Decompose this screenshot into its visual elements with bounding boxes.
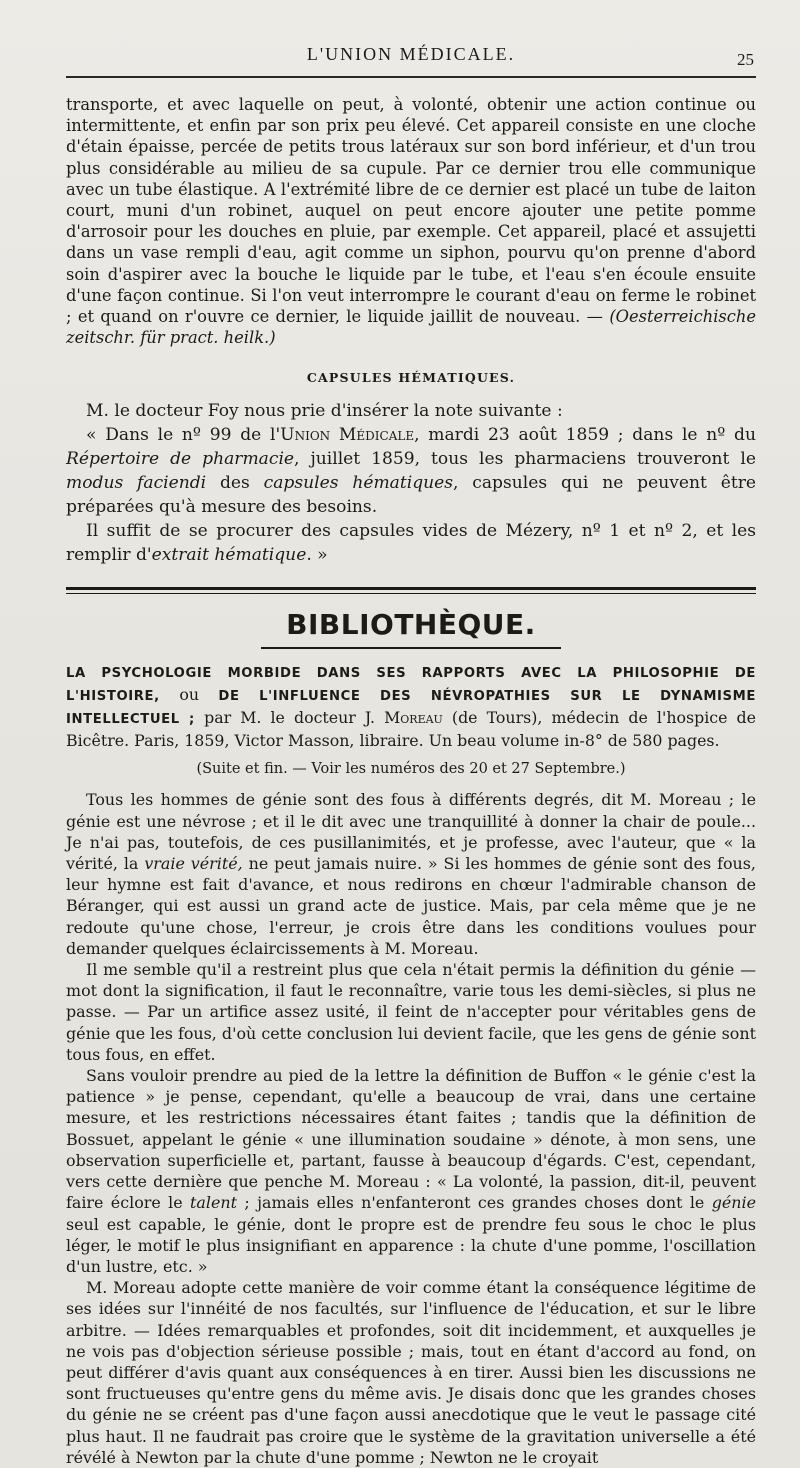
quote-text: . »	[306, 545, 328, 566]
book-author: Moreau	[384, 708, 443, 728]
capsules-hematiques: capsules hématiques	[263, 473, 454, 494]
header-rule	[66, 76, 756, 78]
capsules-quote	[66, 423, 756, 519]
journal-name: Union Médicale	[280, 425, 415, 446]
top-paragraph	[66, 94, 756, 348]
capsules-quote-2	[66, 519, 756, 567]
talent-word: talent	[190, 1193, 237, 1213]
review-text: ne peut jamais nuire. » Si les hommes de génie sont des fous, leur hymne est fait d'avance, et nous redirons en chœur l'admirable chanson de Béranger, qui est aussi un grand acte de justice. Mais, par cela même que je ne redoute qu'une chose, l'erreur, je crois être dans les conditions voulues pour demander quelques éclaircissements à M. Moreau.	[66, 854, 756, 958]
review-paragraph: Il me semble qu'il a restreint plus que cela n'était permis la définition du génie — mot dont la signification, il faut le reconnaître, varie tous les demi-siècles, si plus ne passe. — Par un artifice assez usité, il feint de n'accepter pour véritables gens de génie que les fous, d'où cette conclusion lui devient facile, que les gens de génie sont tous fous, en effet.	[66, 960, 756, 1064]
page-header	[66, 0, 756, 80]
book-subtitle: DE L'INFLUENCE DES NÉVROPATHIES SUR LE DYNAMISME INTELLECTUEL ;	[66, 689, 756, 728]
quote-text: Il suffit de se procurer des capsules vides de Mézery, nº 1 et nº 2, et les remplir d'	[66, 521, 756, 566]
page-number: 25	[737, 50, 754, 69]
capsules-heading: CAPSULES HÉMATIQUES.	[306, 370, 516, 386]
book-reference	[66, 661, 756, 751]
bibliotheque-title: BIBLIOTHÈQUE.	[286, 608, 536, 642]
quote-text: , capsules qui ne peuvent être préparées qu'à mesure des besoins.	[66, 473, 756, 518]
running-head: L'UNION MÉDICALE.	[306, 44, 516, 64]
review-body	[66, 789, 756, 1468]
review-paragraph: M. Moreau adopte cette manière de voir comme étant la conséquence légitime de ses idées sur l'innéité de nos facultés, sur l'influence de l'éducation, et sur le libre arbitre. — Idées remarquables et profondes, soit dit incidemment, et auxquelles je ne vois pas d'objection sérieuse possible ; mais, tout en étant d'accord au fond, on peut différer d'avis quant aux conséquences à en tirer. Aussi bien les discussions ne sont fructueuses qu'entre gens du même avis. Je disais donc que les grandes choses du génie ne se créent pas d'une façon aussi anecdotique que le veut le passage cité plus haut. Il ne faudrait pas croire que le système de la gravitation universelle a été révélé à Newton par la chute d'une pomme ; Newton ne le croyait	[66, 1278, 756, 1467]
quote-text: , mardi 23 août 1859 ; dans le nº du	[414, 425, 757, 446]
section-divider	[66, 587, 756, 590]
review-text: ; jamais elles n'enfanteront ces grandes choses dont le	[236, 1193, 712, 1213]
review-text: seul est capable, le génie, dont le propre est de prendre feu sous le choc le plus léger, le motif le plus insignifiant en apparence : la chute d'une pomme, l'oscillation d'un lustre, etc. »	[66, 1214, 756, 1276]
modus-faciendi: modus faciendi	[66, 473, 207, 494]
repertoire-title: Répertoire de pharmacie	[66, 449, 295, 470]
review-text: Tous les hommes de génie sont des fous à différents degrés, dit M. Moreau ; le génie est une névrose ; et il le dit avec une tranquillité à donner la chair de poule... Je n'ai pas, toutefois, de ces pusillanimités, et je professe, avec l'auteur, que « la vérité, la	[66, 790, 756, 874]
book-by: par M. le docteur J.	[204, 708, 385, 728]
extrait-hematique: extrait hématique	[151, 545, 307, 566]
review-paragraph	[66, 1065, 756, 1277]
capsules-intro: M. le docteur Foy nous prie d'insérer la note suivante :	[86, 401, 563, 422]
review-text: Sans vouloir prendre au pied de la lettre la définition de Buffon « le génie c'est la patience » je pense, cependant, qu'elle a beaucoup de vrai, dans une certaine mesure, et les restrictions nécessaires étant faites ; tandis que la définition de Bossuet, appelant le génie « une illumination soudaine » dénote, à mon sens, une observation superficielle et, partant, fausse à beaucoup d'égards. C'est, cependant, vers cette dernière que penche M. Moreau : « La volonté, la passion, dit-il, peuvent faire éclore le	[66, 1066, 756, 1213]
top-citation: (Oesterreichische zeitschr. für pract. heilk.)	[66, 307, 756, 348]
quote-text: des	[206, 473, 264, 494]
book-details: (de Tours), médecin de l'hospice de Bicêtre. Paris, 1859, Victor Masson, libraire. Un beau volume in-8° de 580 pages.	[66, 708, 756, 751]
vraie-verite: vraie vérité,	[144, 854, 243, 874]
book-title: LA PSYCHOLOGIE MORBIDE DANS SES RAPPORTS AVEC LA PHILOSOPHIE DE L'HISTOIRE,	[66, 666, 756, 705]
title-rule	[261, 647, 561, 649]
book-ou: ou	[179, 685, 219, 705]
top-paragraph-text: transporte, et avec laquelle on peut, à volonté, obtenir une action continue ou intermittente, et enfin par son prix peu élevé. Cet appareil consiste en une cloche d'étain épaisse, percée de petits trous latéraux sur son bord inférieur, et d'un trou plus considérable au milieu de sa cupule. Par ce dernier trou elle communique avec un tube élastique. A l'extrémité libre de ce dernier est placé un tube de laiton court, muni d'un robinet, auquel on peut encore ajouter une petite pomme d'arrosoir pour les douches en pluie, par exemple. Cet appareil, placé et assujetti dans un vase rempli d'eau, agit comme un siphon, pourvu qu'on prenne d'abord soin d'aspirer avec la bouche le liquide par le tube, et l'eau s'en écoule ensuite d'une façon continue. Si l'on veut interrompre le courant d'eau on ferme le robinet ; et quand on r'ouvre ce dernier, le liquide jaillit de nouveau. —	[66, 95, 756, 327]
quote-text: « Dans le nº 99 de l'	[86, 425, 281, 446]
suite-note: (Suite et fin. — Voir les numéros des 20 et 27 Septembre.)	[196, 761, 626, 778]
review-paragraph	[66, 789, 756, 959]
continued-article	[66, 94, 756, 348]
capsules-note	[66, 399, 756, 567]
quote-text: , juillet 1859, tous les pharmaciens trouveront le	[294, 449, 756, 470]
genie-word: génie	[711, 1193, 756, 1213]
section-divider-thin	[66, 593, 756, 594]
